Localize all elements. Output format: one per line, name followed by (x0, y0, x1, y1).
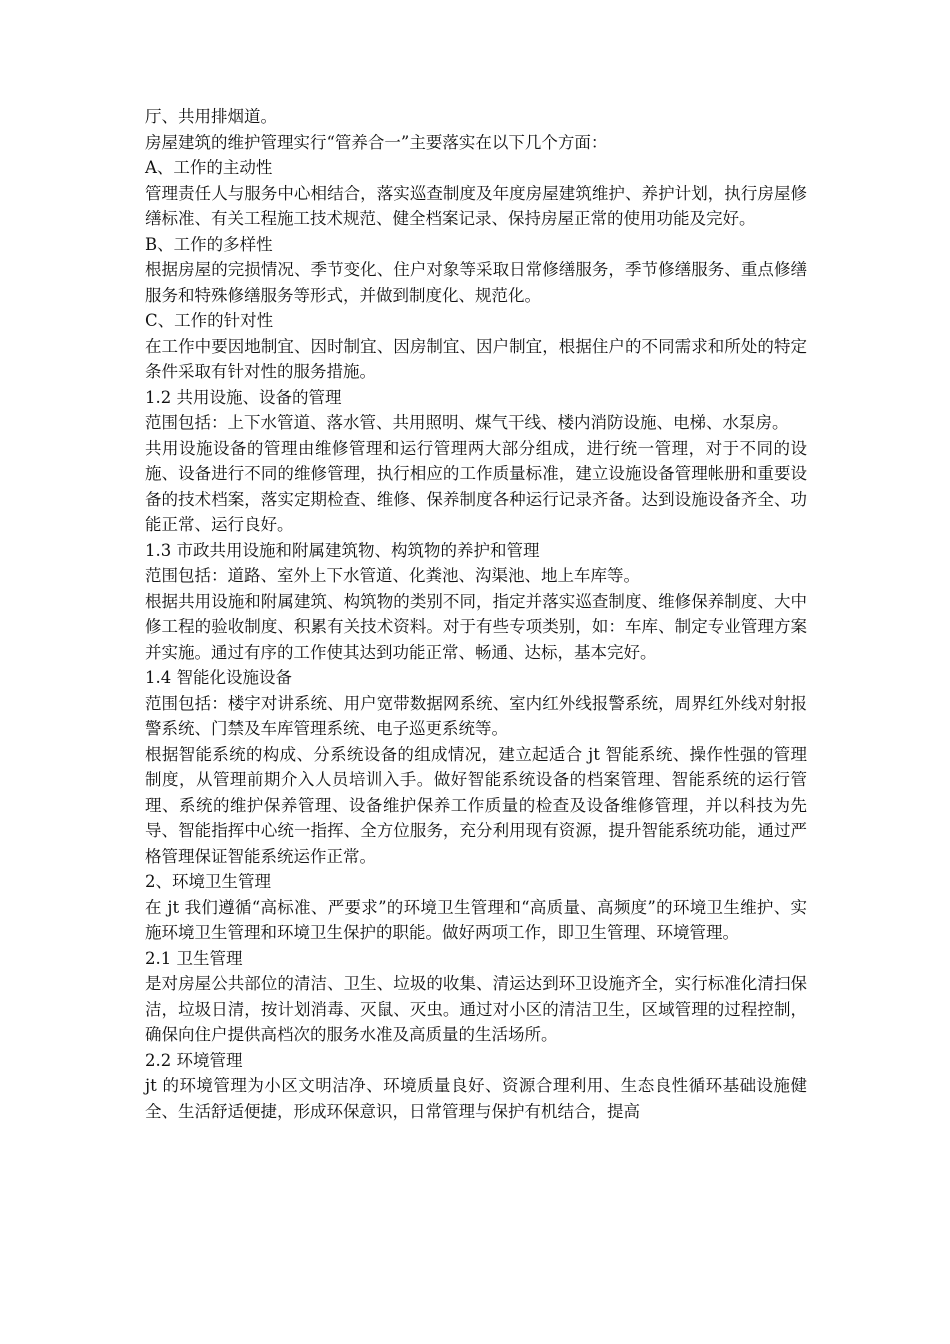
heading-2-2: 2.2 环境管理 (145, 1050, 243, 1070)
paragraph-a: 管理责任人与服务中心相结合，落实巡查制度及年度房屋建筑维护、养护计划，执行房屋修缮标准、有关工程施工技术规范、健全档案记录、保持房屋正常的使用功能及完好。 (145, 183, 807, 228)
heading-1-4: 1.4 智能化设施设备 (145, 668, 292, 687)
heading-1-2: 1.2 共用设施、设备的管理 (145, 387, 342, 407)
document-page (145, 104, 807, 1124)
paragraph-2-1-body: 是对房屋公共部位的清洁、卫生、垃圾的收集、清运达到环卫设施齐全，实行标准化清扫保洁，垃圾日清，按计划消毒、灭鼠、灭虫。通过对小区的清洁卫生，区域管理的过程控制，确保向住户提供高档次的服务水准及高质量的生活场所。 (145, 974, 807, 1044)
heading-2-1: 2.1 卫生管理 (145, 948, 243, 968)
paragraph-1-2-scope: 范围包括：上下水管道、落水管、共用照明、煤气干线、楼内消防设施、电梯、水泵房。 (145, 413, 789, 432)
paragraph-intro: 房屋建筑的维护管理实行“管养合一”主要落实在以下几个方面： (145, 132, 608, 152)
paragraph-b: 根据房屋的完损情况、季节变化、住户对象等采取日常修缮服务，季节修缮服务、重点修缮服务和特殊修缮服务等形式，并做到制度化、规范化。 (145, 260, 807, 305)
paragraph-1-3-body: 根据共用设施和附属建筑、构筑物的类别不同，指定并落实巡查制度、维修保养制度、大中修工程的验收制度、积累有关技术资料。对于有些专项类别，如：车库、制定专业管理方案并实施。通过有序的工作使其达到功能正常、畅通、达标，基本完好。 (145, 591, 807, 662)
heading-1-3: 1.3 市政共用设施和附属建筑物、构筑物的养护和管理 (145, 540, 540, 560)
paragraph-line-1: 厅、共用排烟道。 (145, 107, 277, 126)
paragraph-c: 在工作中要因地制宜、因时制宜、因房制宜、因户制宜，根据住户的不同需求和所处的特定条件采取有针对性的服务措施。 (145, 336, 807, 381)
paragraph-2-2-body: jt 的环境管理为小区文明洁净、环境质量良好、资源合理利用、生态良性循环基础设施健全、生活舒适便捷，形成环保意识，日常管理与保护有机结合，提高 (145, 1076, 807, 1121)
heading-b: B、工作的多样性 (145, 234, 273, 254)
heading-2: 2、环境卫生管理 (145, 872, 271, 891)
paragraph-1-4-scope: 范围包括：楼宇对讲系统、用户宽带数据网系统、室内红外线报警系统，周界红外线对射报警系统、门禁及车库管理系统、电子巡更系统等。 (145, 693, 807, 738)
paragraph-2-body: 在 jt 我们遵循“高标准、严要求”的环境卫生管理和“高质量、高频度”的环境卫生维护、实施环境卫生管理和环境卫生保护的职能。做好两项工作，即卫生管理、环境管理。 (145, 897, 807, 942)
paragraph-1-3-scope: 范围包括：道路、室外上下水管道、化粪池、沟渠池、地上车库等。 (145, 566, 640, 585)
paragraph-1-4-body: 根据智能系统的构成、分系统设备的组成情况，建立起适合 jt 智能系统、操作性强的管理制度，从管理前期介入人员培训入手。做好智能系统设备的档案管理、智能系统的运行管理、系统的维护保养管理、设备维护保养工作质量的检查及设备维修管理，并以科技为先导、智能指挥中心统一指挥、全方位服务，充分利用现有资源，提升智能系统功能，通过严格管理保证智能系统运作正常。 (145, 744, 807, 866)
heading-a: A、工作的主动性 (145, 158, 273, 177)
paragraph-1-2-body: 共用设施设备的管理由维修管理和运行管理两大部分组成，进行统一管理，对于不同的设施、设备进行不同的维修管理，执行相应的工作质量标准，建立设施设备管理帐册和重要设备的技术档案，落实定期检查、维修、保养制度各种运行记录齐备。达到设施设备齐全、功能正常、运行良好。 (145, 438, 807, 534)
heading-c: C、工作的针对性 (145, 311, 274, 330)
